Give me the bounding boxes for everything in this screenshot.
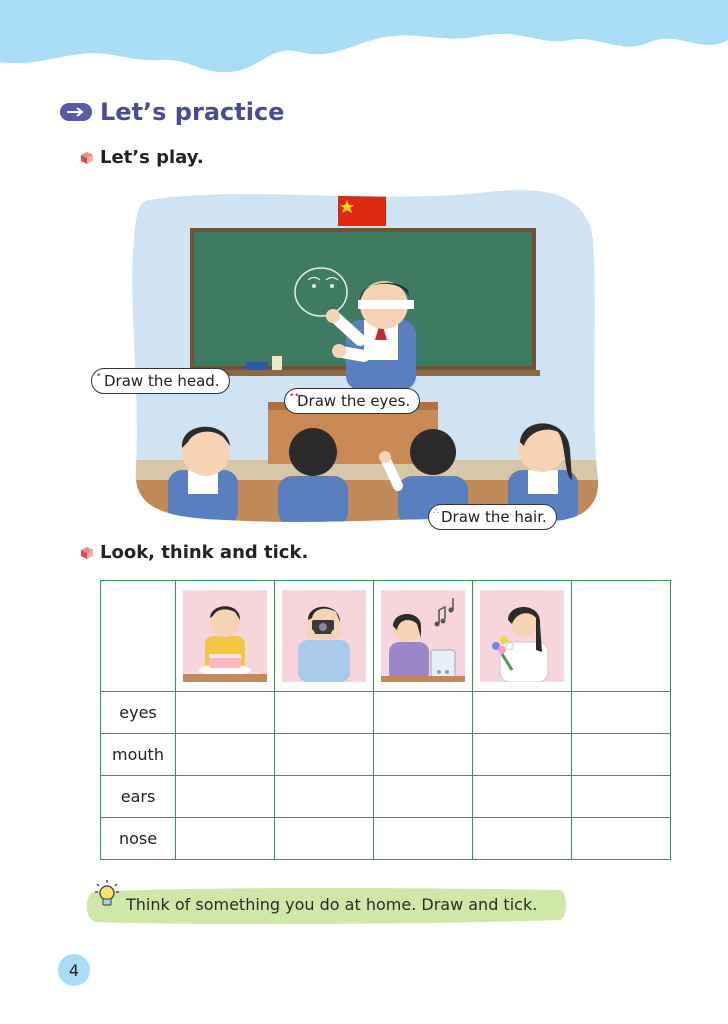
tick-cell[interactable] [275,818,374,860]
bubble-text: Draw the head. [104,372,220,390]
tick-cell[interactable] [473,734,572,776]
tick-cell[interactable] [374,818,473,860]
table-corner-cell [101,581,176,692]
tick-cell[interactable] [275,776,374,818]
table-header-row [101,581,671,692]
sky-header-decoration [0,0,728,90]
speech-bubble-eyes [284,388,420,414]
classroom-illustration [128,180,600,526]
section-title-text: Let’s practice [100,98,285,126]
tick-cell[interactable] [176,734,275,776]
row-label-ears: ears [101,776,176,818]
bubble-text: Draw the hair. [441,508,547,526]
lets-play-text: Let’s play. [100,147,204,168]
tick-cell[interactable] [473,692,572,734]
table-row [101,734,671,776]
table-row [101,692,671,734]
dot-icon: • [96,371,102,381]
arrow-pill-icon [60,103,92,121]
tick-cell[interactable] [176,776,275,818]
woman-smelling-flowers-picture [480,590,564,682]
tick-cell[interactable] [473,818,572,860]
picture-cell [176,581,275,692]
speech-bubble-head [91,368,230,394]
tick-cell[interactable] [176,818,275,860]
tick-cell[interactable] [275,692,374,734]
empty-picture-cell [572,581,671,692]
dots-icon: ∴ [433,507,439,517]
tick-cell[interactable] [374,692,473,734]
tick-cell[interactable] [572,734,671,776]
tick-cell[interactable] [572,692,671,734]
look-think-tick-heading [80,542,308,563]
table-row [101,818,671,860]
boy-eating-cake-picture [183,590,267,682]
page-number: 4 [58,954,90,986]
tick-cell[interactable] [572,776,671,818]
lightbulb-icon [94,878,120,908]
tick-table [100,580,671,860]
cube-icon [80,546,94,560]
bubble-text: Draw the eyes. [297,392,411,410]
picture-cell [374,581,473,692]
picture-cell [473,581,572,692]
picture-cell [275,581,374,692]
table-row [101,776,671,818]
tick-cell[interactable] [572,818,671,860]
speech-bubble-hair [428,504,557,530]
girl-hearing-music-picture [381,590,465,682]
tick-cell[interactable] [176,692,275,734]
boy-taking-photo-picture [282,590,366,682]
tip-text: Think of something you do at home. Draw and tick. [126,895,538,914]
look-think-tick-text: Look, think and tick. [100,542,309,563]
tick-cell[interactable] [473,776,572,818]
tick-cell[interactable] [374,734,473,776]
row-label-mouth: mouth [101,734,176,776]
section-title [60,98,284,126]
row-label-eyes: eyes [101,692,176,734]
dots-icon: •• [289,391,300,401]
row-label-nose: nose [101,818,176,860]
lets-play-heading [80,147,204,168]
cube-icon [80,151,94,165]
tick-cell[interactable] [275,734,374,776]
tick-cell[interactable] [374,776,473,818]
